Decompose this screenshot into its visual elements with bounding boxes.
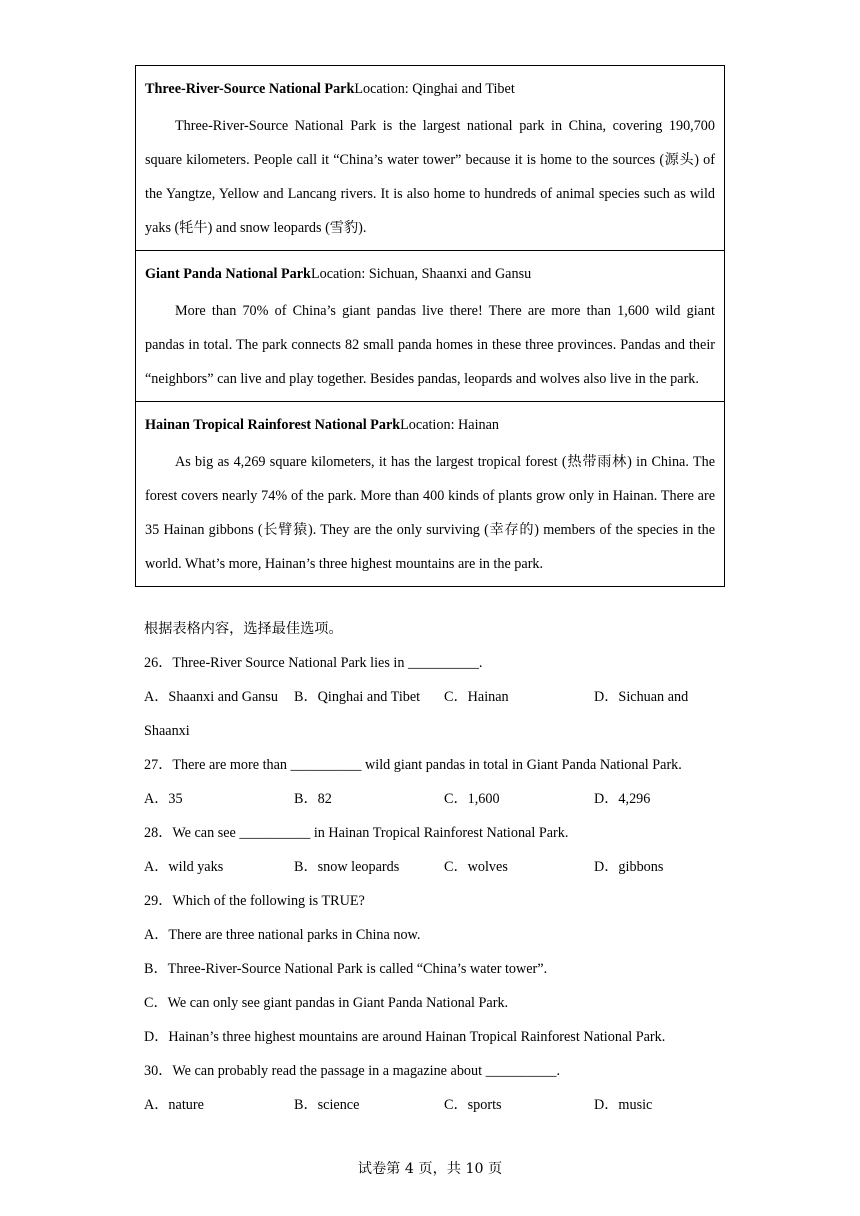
park-location: Location: Qinghai and Tibet: [354, 81, 515, 97]
option-d-continued: Shaanxi: [144, 723, 190, 739]
option-a[interactable]: A．35: [144, 791, 183, 807]
question-section: [144, 612, 724, 1122]
option-d[interactable]: D．4,296: [594, 791, 651, 807]
question-28-options: [144, 850, 724, 884]
park-name: Three-River-Source National Park: [145, 81, 355, 97]
park-name: Hainan Tropical Rainforest National Park: [145, 417, 401, 433]
question-28-stem: 28．We can see __________ in Hainan Tropical Rainforest National Park.: [144, 825, 569, 841]
park-cell-three-river: [136, 66, 724, 250]
question-27-stem: 27．There are more than __________ wild giant pandas in total in Giant Panda National Park.: [144, 757, 682, 773]
option-a[interactable]: A．There are three national parks in China now.: [144, 927, 421, 943]
page-footer: 试卷第 4 页，共 10 页: [357, 1161, 503, 1177]
option-b[interactable]: B．science: [294, 1097, 360, 1113]
question-29-stem: 29．Which of the following is TRUE?: [144, 893, 365, 909]
option-c[interactable]: C．sports: [444, 1097, 502, 1113]
park-description: Three-River-Source National Park is the largest national park in China, covering 190,700 square kilometers. People call it “China’s water tower” because it is home to the sources (源头) of the Yangtze, Yellow and Lancang rivers. It is also home to hundreds of animal species such as wild yaks (牦牛) and snow leopards (雪豹).: [145, 118, 715, 236]
park-description: As big as 4,269 square kilometers, it has the largest tropical forest (热带雨林) in China. The forest covers nearly 74% of the park. More than 400 kinds of plants grow only in Hainan. There are 35 Hainan gibbons (长臂猿). They are the only surviving (幸存的) members of the species in the world. What’s more, Hainan’s three highest mountains are in the park.: [145, 454, 715, 572]
park-cell-giant-panda: [136, 250, 724, 401]
option-b[interactable]: B．82: [294, 791, 332, 807]
park-table: [135, 65, 725, 587]
option-b[interactable]: B．snow leopards: [294, 859, 400, 875]
option-b[interactable]: B．Three-River-Source National Park is called “China’s water tower”.: [144, 961, 548, 977]
option-a[interactable]: A．Shaanxi and Gansu: [144, 689, 278, 705]
question-26-stem: 26．Three-River Source National Park lies in __________.: [144, 655, 483, 671]
option-c[interactable]: C．We can only see giant pandas in Giant Panda National Park.: [144, 995, 509, 1011]
option-a[interactable]: A．nature: [144, 1097, 204, 1113]
option-c[interactable]: C．Hainan: [444, 689, 509, 705]
park-description: More than 70% of China’s giant pandas live there! There are more than 1,600 wild giant pandas in total. The park connects 82 small panda homes in these three provinces. Pandas and their “neighbors” can live and play together. Besides pandas, leopards and wolves also live in the park.: [145, 303, 715, 387]
option-d[interactable]: D．Hainan’s three highest mountains are around Hainan Tropical Rainforest National Park.: [144, 1029, 666, 1045]
option-a[interactable]: A．wild yaks: [144, 859, 224, 875]
option-c[interactable]: C．wolves: [444, 859, 508, 875]
instruction: 根据表格内容，选择最佳选项。: [144, 621, 343, 637]
option-d[interactable]: D．gibbons: [594, 859, 664, 875]
question-30-stem: 30．We can probably read the passage in a magazine about __________.: [144, 1063, 561, 1079]
park-location: Location: Hainan: [400, 417, 500, 433]
question-26-options: [144, 680, 724, 714]
option-b[interactable]: B．Qinghai and Tibet: [294, 689, 421, 705]
option-d[interactable]: D．music: [594, 1097, 653, 1113]
option-c[interactable]: C．1,600: [444, 791, 500, 807]
park-location: Location: Sichuan, Shaanxi and Gansu: [310, 266, 532, 282]
question-27-options: [144, 782, 724, 816]
park-cell-hainan: [136, 401, 724, 586]
option-d[interactable]: D．Sichuan and: [594, 689, 689, 705]
question-30-options: [144, 1088, 724, 1122]
park-name: Giant Panda National Park: [145, 266, 311, 282]
